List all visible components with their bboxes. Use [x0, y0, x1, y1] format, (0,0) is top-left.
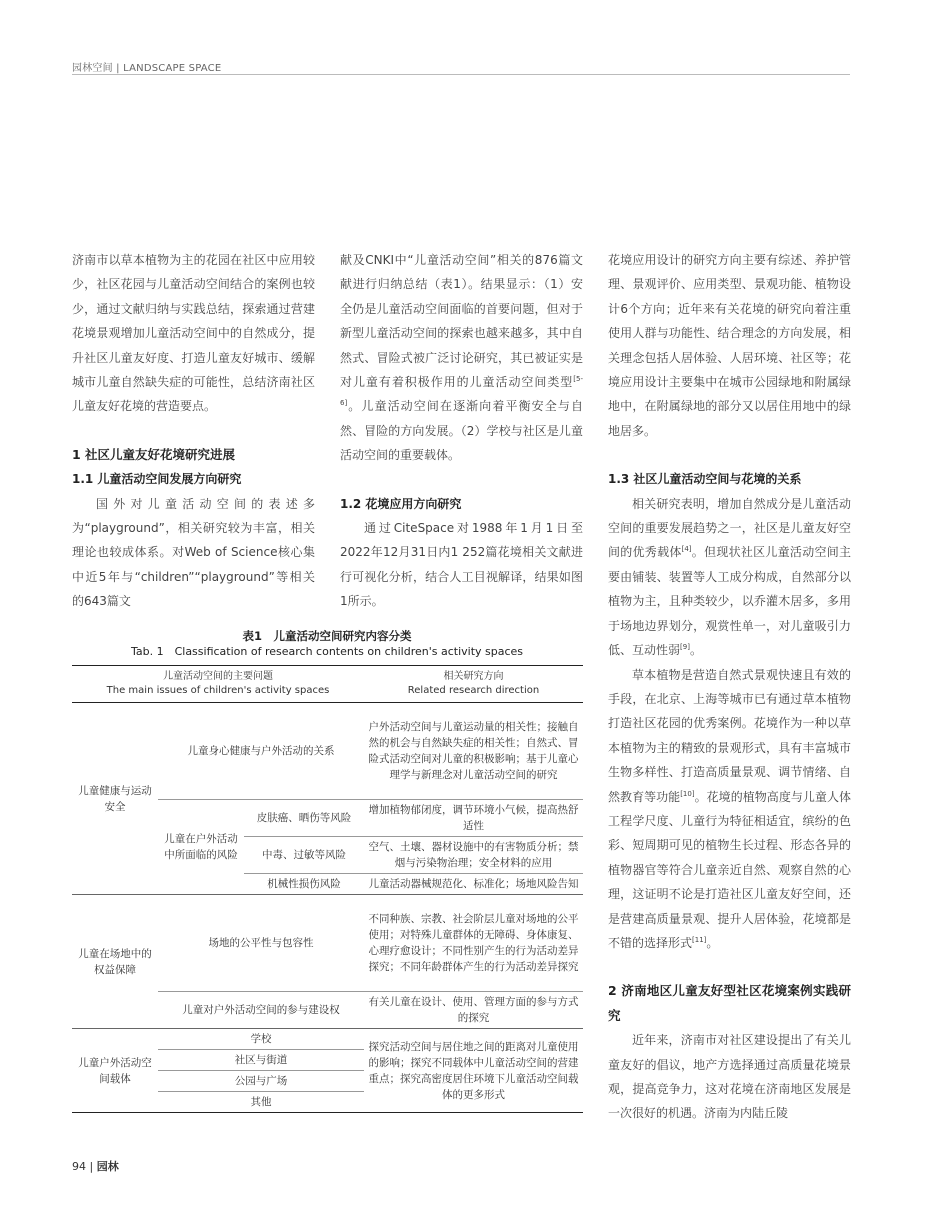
table-cell: 学校	[158, 1029, 364, 1050]
paragraph: 相关研究表明，增加自然成分是儿童活动空间的重要发展趋势之一，社区是儿童友好空间的优秀载体[4]。但现状社区儿童活动空间主要由铺装、装置等人工成分构成，自然部分以植物为主，且种类较少，以乔灌木居多，多用于场地边界划分，观赏性单一，对儿童吸引力低、互动性弱[9]。	[608, 496, 851, 658]
citation: [9]	[680, 643, 690, 652]
table-cell: 儿童活动器械规范化、标准化；场地风险告知	[364, 874, 583, 895]
table-cell: 不同种族、宗教、社会阶层儿童对场地的公平使用；对特殊儿童群体的无障碍、身体康复、心理疗愈设计；不同性别产生的行为活动差异探究；不同年龄群体产生的行为活动差异探究	[364, 895, 583, 992]
page-number: 94	[72, 1160, 86, 1173]
table-cell: 户外活动空间与儿童运动量的相关性；接触自然的机会与自然缺失症的相关性；自然式、冒险式活动空间对儿童的积极影响；基于儿童心理学与新理念对儿童活动空间的研究	[368, 721, 579, 781]
table-cell: 增加植物郁闭度，调节环境小气候，提高热舒适性	[364, 800, 583, 837]
section-heading: 1 社区儿童友好花境研究进展	[72, 446, 236, 462]
table-header-issues: 儿童活动空间的主要问题 The main issues of children's activity spaces	[72, 666, 364, 703]
table-cell: 儿童对户外活动空间的参与建设权	[158, 992, 364, 1029]
table-cell: 社区与街道	[158, 1050, 364, 1071]
paragraph: 近年来，济南市对社区建设提出了有关儿童友好的倡议，地产方选择通过高质量花境景观，提高竞争力，这对花境在济南地区发展是一次很好的机遇。济南为内陆丘陵	[608, 1033, 851, 1121]
table-caption-cn: 表1 儿童活动空间研究内容分类	[242, 629, 412, 643]
table-cell: 探究活动空间与居住地之间的距离对儿童使用的影响；探究不同载体中儿童活动空间的营建重点；探究高密度居住环境下儿童活动空间载体的更多形式	[364, 1029, 583, 1113]
table-caption-en: Tab. 1 Classification of research contents on children's activity spaces	[130, 645, 524, 658]
table-cell: 中毒、过敏等风险	[244, 837, 364, 874]
section-heading: 2 济南地区儿童友好型社区花境案例实践研究	[608, 983, 851, 1023]
table-row	[72, 1029, 583, 1050]
citation: [10]	[680, 789, 695, 798]
paragraph: 通过CiteSpace对1988年1月1日至2022年12月31日内1 252篇花境相关文献进行可视化分析，结合人工目视解译，结果如图1所示。	[340, 521, 583, 609]
journal-name: 园林	[96, 1160, 119, 1173]
page-footer: 94 | 园林	[72, 1160, 119, 1173]
paragraph: 献及CNKI中“儿童活动空间”相关的876篇文献进行归纳总结（表1）。结果显示：（1）安全仍是儿童活动空间面临的首要问题，但对于新型儿童活动空间的探索也越来越多，其中自然式、冒险式被广泛讨论研究，其已被证实是对儿童有着积极作用的儿童活动空间类型[5-6]。儿童活动空间在逐渐向着平衡安全与自然、冒险的方向发展。（2）学校与社区是儿童活动空间的重要载体。	[340, 253, 583, 463]
table-group-label: 儿童健康与运动安全	[78, 784, 152, 813]
table-cell: 场地的公平性与包容性	[158, 895, 364, 992]
table-cell: 儿童身心健康与户外活动的关系	[187, 745, 335, 757]
citation: [4]	[681, 545, 692, 554]
table-cell: 空气、土壤、器材设施中的有害物质分析；禁烟与污染物治理；安全材料的应用	[364, 837, 583, 874]
table-cell: 公园与广场	[158, 1071, 364, 1092]
table-cell: 机械性损伤风险	[244, 874, 364, 895]
paragraph: 花境应用设计的研究方向主要有综述、养护管理、景观评价、应用类型、景观功能、植物设计6个方向；近年来有关花境的研究向着注重使用人群与功能性、结合理念的方向发展，相关理念包括人居体验、人居环境、社区等；花境应用设计主要集中在城市公园绿地和附属绿地中，在附属绿地的部分又以居住用地中的绿地居多。	[608, 253, 851, 438]
column-3	[608, 248, 851, 1126]
subsection-heading: 1.3 社区儿童活动空间与花境的关系	[608, 472, 802, 487]
citation: [11]	[692, 935, 707, 944]
table-cell: 有关儿童在设计、使用、管理方面的参与方式的探究	[364, 992, 583, 1029]
paragraph: 国外对儿童活动空间的表述多为“playground”，相关研究较为丰富，相关理论也较成体系。对Web of Science核心集中近5年与“children”“playground”等相关的643篇文	[72, 496, 315, 609]
paragraph: 济南市以草本植物为主的花园在社区中应用较少，社区花园与儿童活动空间结合的案例也较少，通过文献归纳与实践总结，探索通过营建花境景观增加儿童活动空间中的自然成分，提升社区儿童友好度、打造儿童友好城市、缓解城市儿童自然缺失症的可能性，总结济南社区儿童友好花境的营造要点。	[72, 253, 315, 414]
table-group-label: 儿童在场地中的权益保障	[72, 895, 158, 1029]
research-table	[72, 665, 583, 1113]
subsection-heading: 1.2 花境应用方向研究	[340, 496, 462, 511]
table-group-label: 儿童户外活动空间载体	[72, 1029, 158, 1113]
citation: [5-6]	[340, 375, 583, 408]
table-cell: 其他	[158, 1092, 364, 1113]
paragraph: 草本植物是营造自然式景观快速且有效的手段，在北京、上海等城市已有通过草本植物打造社区花园的优秀案例。花境作为一种以草本植物为主的精致的景观形式，具有丰富城市生物多样性、打造高质量景观、调节情绪、自然教育等功能[10]。花境的植物高度与儿童人体工程学尺度、儿童行为特征相适宜，缤纷的色彩、短周期可见的植物生长过程、形态各异的植物器官等符合儿童亲近自然、观察自然的心理，这证明不论是打造社区儿童友好空间，还是营建高质量景观、提升人居体验，花境都是不错的选择形式[11]。	[608, 667, 851, 950]
column-1	[72, 248, 315, 614]
table-row	[72, 895, 583, 992]
table-row	[72, 703, 583, 800]
subsection-heading: 1.1 儿童活动空间发展方向研究	[72, 472, 242, 487]
table-header-direction: 相关研究方向 Related research direction	[364, 666, 583, 703]
running-header: 园林空间 | LANDSCAPE SPACE	[72, 63, 222, 74]
table-cell: 皮肤癌、晒伤等风险	[244, 800, 364, 837]
table-header-row	[72, 666, 583, 703]
header-rule	[72, 74, 850, 75]
table-subgroup-label: 儿童在户外活动中所面临的风险	[158, 800, 244, 895]
column-2	[340, 248, 583, 614]
